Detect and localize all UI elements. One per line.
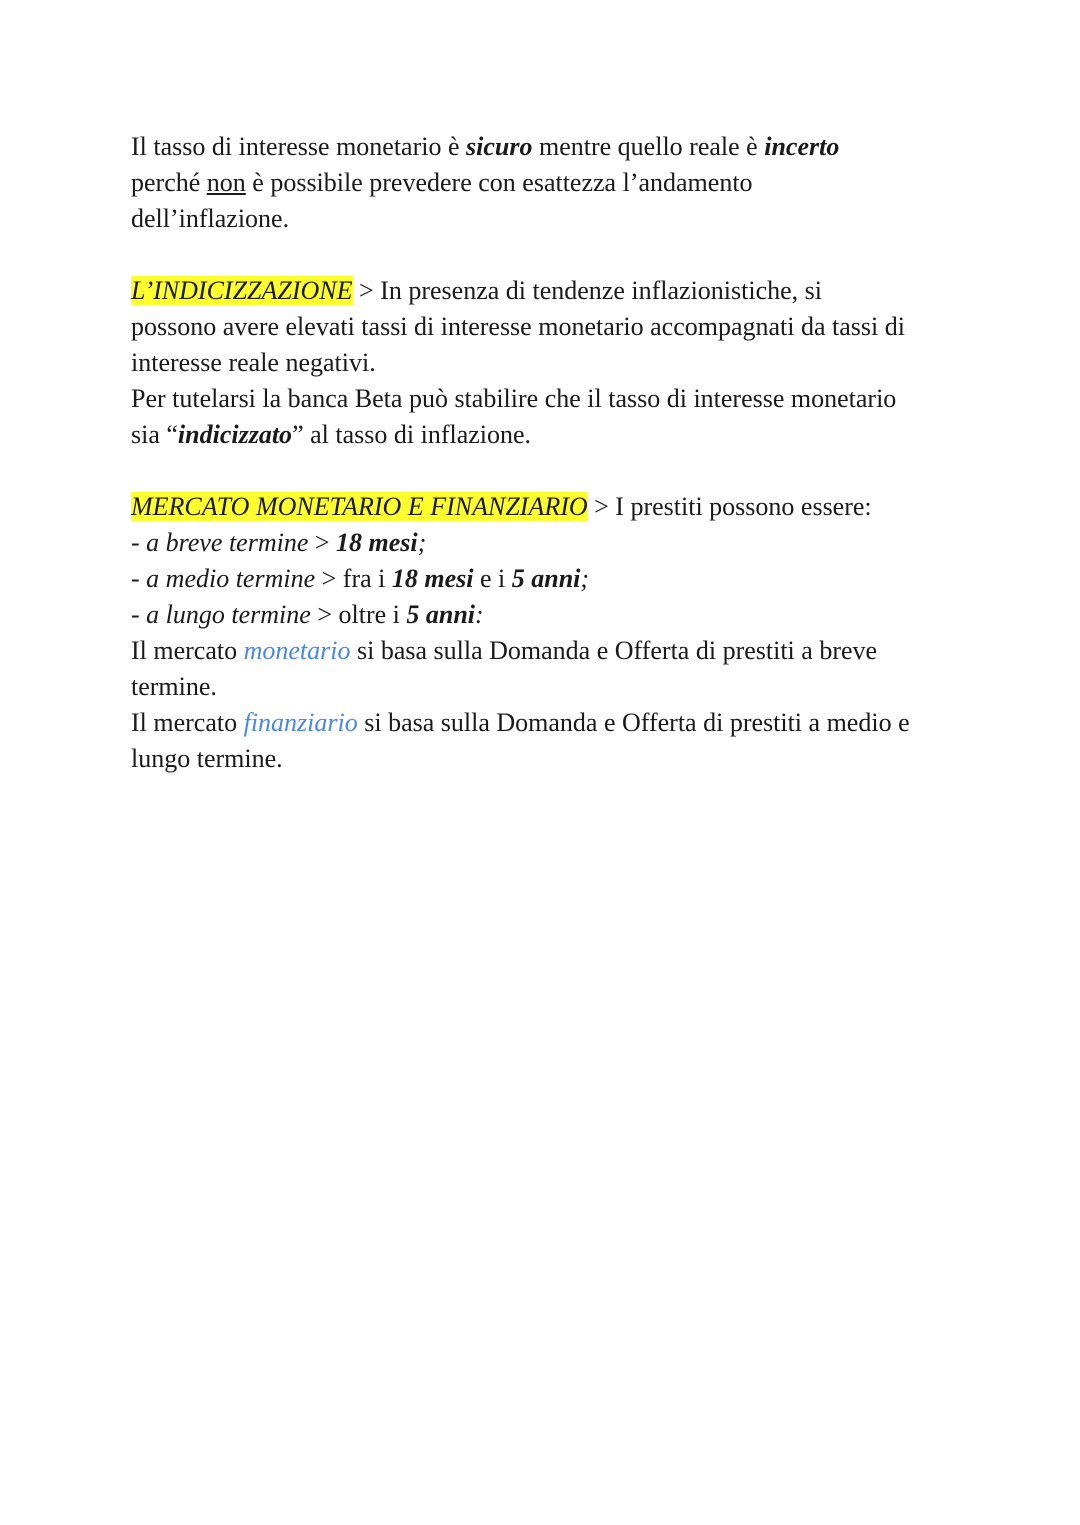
list-item: - a lungo termine > oltre i 5 anni: xyxy=(131,600,484,629)
paragraph-interest-rate xyxy=(131,129,961,237)
text-line: interesse reale negativi. xyxy=(131,348,376,377)
text-line: dell’inflazione. xyxy=(131,204,290,233)
paragraph-mercato xyxy=(131,489,961,777)
emphasis-sicuro: sicuro xyxy=(466,132,533,161)
list-item: - a medio termine > fra i 18 mesi e i 5 anni; xyxy=(131,564,590,593)
term-finanziario: finanziario xyxy=(243,708,358,737)
paragraph-indicizzazione xyxy=(131,273,961,453)
emphasis-indicizzato: indicizzato xyxy=(177,420,293,449)
text-line: Il mercato finanziario si basa sulla Domanda e Offerta di prestiti a medio e xyxy=(131,708,910,737)
emphasis-incerto: incerto xyxy=(764,132,840,161)
text-line: possono avere elevati tassi di interesse monetario accompagnati da tassi di xyxy=(131,312,905,341)
list-item: - a breve termine > 18 mesi; xyxy=(131,528,427,557)
text-line: termine. xyxy=(131,672,217,701)
underline-non: non xyxy=(206,168,246,197)
text-line: Per tutelarsi la banca Beta può stabilire che il tasso di interesse monetario xyxy=(131,384,897,413)
highlight-heading-indicizzazione: L’INDICIZZAZIONE xyxy=(131,276,353,305)
text-line: L’INDICIZZAZIONE > In presenza di tendenze inflazionistiche, si xyxy=(131,276,823,305)
text-line: MERCATO MONETARIO E FINANZIARIO > I prestiti possono essere: xyxy=(131,492,872,521)
text-line: lungo termine. xyxy=(131,744,283,773)
text-line: Il mercato monetario si basa sulla Domanda e Offerta di prestiti a breve xyxy=(131,636,878,665)
term-monetario: monetario xyxy=(243,636,351,665)
document-page xyxy=(131,129,961,777)
text-line: Il tasso di interesse monetario è sicuro mentre quello reale è incerto xyxy=(131,132,840,161)
text-line: sia “indicizzato” al tasso di inflazione. xyxy=(131,420,532,449)
highlight-heading-mercato: MERCATO MONETARIO E FINANZIARIO xyxy=(131,492,588,521)
text-line: perché non è possibile prevedere con esattezza l’andamento xyxy=(131,168,753,197)
